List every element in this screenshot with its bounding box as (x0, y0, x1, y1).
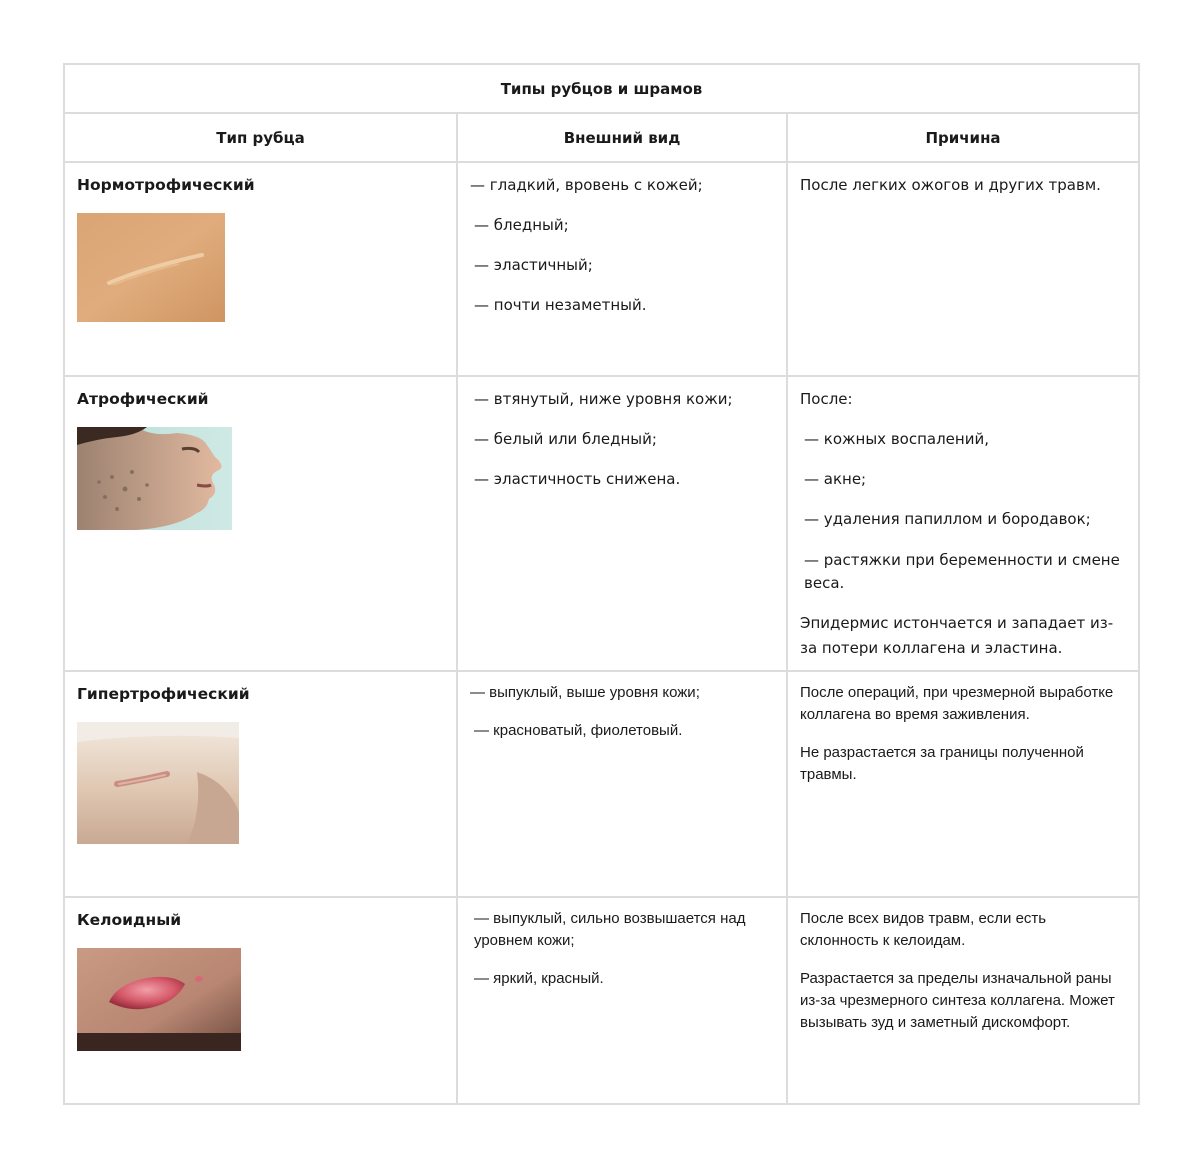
list-item: — гладкий, вровень с кожей; (470, 176, 703, 194)
keloid-scar-photo (77, 948, 241, 1051)
list-item: — эластичность снижена. (474, 470, 681, 488)
list-item: — выпуклый, выше уровня кожи; (470, 684, 700, 701)
cause-cell (787, 376, 1139, 671)
column-header-appearance: Внешний вид (457, 113, 787, 162)
type-cell (64, 897, 457, 1104)
cause-cell (787, 897, 1139, 1104)
type-cell (64, 162, 457, 376)
cause-text: После: (800, 390, 853, 408)
scar-type-name: Нормотрофический (77, 176, 255, 194)
list-item: — выпуклый, сильно возвышается над уровнем кожи; (474, 910, 746, 949)
list-item: — удаления папиллом и бородавок; (804, 510, 1091, 528)
appearance-cell (457, 376, 787, 671)
cause-text: Разрастается за пределы изначальной раны из-за чрезмерного синтеза коллагена. Может вызывать зуд и заметный дискомфорт. (800, 970, 1115, 1031)
list-item: — кожных воспалений, (804, 430, 989, 448)
atrophic-scar-photo (77, 427, 232, 530)
list-item: — красноватый, фиолетовый. (474, 722, 683, 739)
column-header-type: Тип рубца (64, 113, 457, 162)
type-cell (64, 671, 457, 897)
cause-cell (787, 162, 1139, 376)
list-item: — растяжки при беременности и смене веса. (804, 551, 1120, 592)
cause-text: После легких ожогов и других травм. (800, 176, 1101, 194)
list-item: — почти незаметный. (474, 296, 647, 314)
appearance-cell (457, 671, 787, 897)
list-item: — втянутый, ниже уровня кожи; (474, 390, 733, 408)
table-row (64, 671, 1139, 897)
list-item: — белый или бледный; (474, 430, 657, 448)
type-cell (64, 376, 457, 671)
cause-text: После всех видов травм, если есть склонность к келоидам. (800, 910, 1047, 949)
table-row (64, 897, 1139, 1104)
list-item: — яркий, красный. (474, 970, 604, 987)
cause-text: Не разрастается за границы полученной травмы. (800, 744, 1084, 783)
cause-text: После операций, при чрезмерной выработке коллагена во время заживления. (800, 684, 1114, 723)
table-header-row (64, 113, 1139, 162)
list-item: — бледный; (474, 216, 569, 234)
hypertrophic-scar-photo (77, 722, 239, 844)
cause-text: Эпидермис истончается и западает из-за потери коллагена и эластина. (800, 614, 1114, 657)
scar-types-table (63, 63, 1140, 1105)
appearance-cell (457, 162, 787, 376)
list-item: — акне; (804, 470, 867, 488)
table-row (64, 162, 1139, 376)
column-header-cause: Причина (787, 113, 1139, 162)
cause-cell (787, 671, 1139, 897)
appearance-cell (457, 897, 787, 1104)
table-title: Типы рубцов и шрамов (64, 64, 1139, 113)
scar-type-name: Гипертрофический (77, 685, 250, 703)
scar-type-name: Келоидный (77, 911, 182, 929)
table-row (64, 376, 1139, 671)
normotrophic-scar-photo (77, 213, 225, 322)
scar-type-name: Атрофический (77, 390, 209, 408)
list-item: — эластичный; (474, 256, 593, 274)
